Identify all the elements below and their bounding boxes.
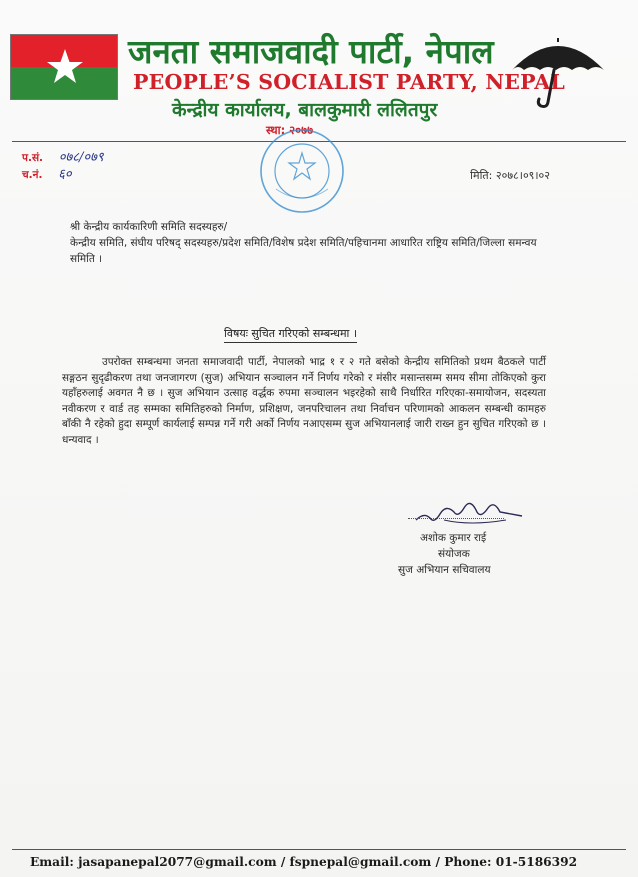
letter-number	[22, 147, 104, 165]
signatory-name: अशोक कुमार राई	[420, 532, 487, 544]
letter-subject: विषयः सुचित गरिएको सम्बन्धमा ।	[224, 326, 357, 343]
signatory-office: सुज अभियान सचिवालय	[398, 564, 491, 576]
letter-date: मिति: २०७८।०९।०२	[470, 169, 550, 182]
office-address: केन्द्रीय कार्यालय, बालकुमारी ललितपुर	[172, 99, 438, 121]
signature-line	[408, 518, 504, 519]
party-stamp	[258, 127, 346, 215]
letter-number-label: प.सं.	[22, 152, 44, 164]
addressee-line-1: श्री केन्द्रीय कार्यकारिणी समिति सदस्यहरु/	[70, 221, 228, 233]
footer-divider	[12, 849, 626, 850]
addressee-line-2: केन्द्रीय समिति, संघीय परिषद् सदस्यहरु/प्रदेश समिति/विशेष प्रदेश समिति/पहिचानमा आधारित राष्ट्रिय समिति/जिल्ला समन्वय समिति ।	[70, 237, 537, 265]
party-name-english: PEOPLE’S SOCIALIST PARTY, NEPAL	[133, 70, 565, 94]
signatory-title: संयोजक	[438, 548, 470, 560]
letter-number-value: ०७८/०७९	[58, 150, 104, 165]
umbrella-icon	[508, 36, 608, 110]
party-name-nepali: जनता समाजवादी पार्टी, नेपाल	[128, 32, 494, 71]
dispatch-number-label: च.नं.	[22, 169, 43, 181]
party-flag	[10, 34, 118, 100]
footer-contact: Email: jasapanepal2077@gmail.com / fspnepal@gmail.com / Phone: 01-5186392	[30, 855, 578, 869]
letter-body: उपरोक्त सम्बन्धमा जनता समाजवादी पार्टी, नेपालको भाद्र १ र २ गते बसेको केन्द्रीय समितिको प्रथम बैठकले पार्टी सङ्गठन सुदृढीकरण तथा जनजागरण (सुज) अभियान सञ्चालन गर्ने निर्णय गरेको र मंसीर मसान्तसम्म समय सीमा तोकिएको कुरा यहाँहरुलाई अवगत नै छ । सुज अभियान उत्साह वर्द्धक रुपमा सञ्चालन भइरहेको साथै निर्धारित गरिएका-समायोजन, सदस्यता नवीकरण र वार्ड तह सम्मका समितिहरुको निर्माण, प्रशिक्षण, जनपरिचालन तथा निर्वाचन परिणामको आकलन सम्बन्धी कामहरु बाँकी नै रहेको हुदा सम्पूर्ण कार्यलाई सम्पन्न गर्ने गरी अर्को निर्णय नआएसम्म सुज अभियानलाई जारी राख्न हुन सुचित गरिएको छ । धन्यवाद ।	[62, 356, 546, 446]
star-icon	[11, 35, 118, 100]
dispatch-number-value: ६०	[58, 167, 72, 182]
dispatch-number	[22, 164, 72, 182]
signature-mark	[410, 490, 528, 532]
established-year: स्था: २०७७	[266, 123, 314, 137]
